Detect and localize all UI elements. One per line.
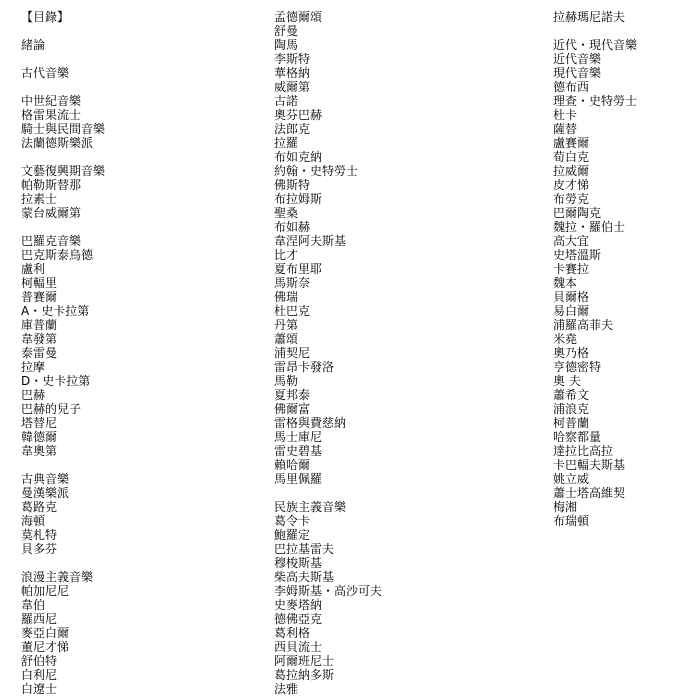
toc-entry: 雷昂卡發洛 (274, 360, 335, 374)
toc-spacer (21, 24, 251, 38)
toc-entry: 蕭士塔高維契 (553, 486, 626, 500)
toc-entry: 貝多芬 (21, 542, 58, 556)
toc-entry: 現代音樂 (553, 66, 602, 80)
toc-entry: 魏本 (553, 276, 578, 290)
toc-entry: 柯輻里 (21, 276, 58, 290)
toc-entry: 近代・現代音樂 (553, 38, 638, 52)
toc-entry: 李斯特 (274, 52, 311, 66)
toc-entry: A・史卡拉第 (21, 304, 90, 318)
toc-entry: 理查・史特勞士 (553, 94, 638, 108)
toc-entry: 葛利格 (274, 626, 311, 640)
toc-entry: 騎士與民間音樂 (21, 122, 106, 136)
toc-entry: 曼漢樂派 (21, 486, 70, 500)
toc-entry: 盧利 (21, 262, 46, 276)
toc-entry: 盧賽爾 (553, 136, 590, 150)
toc-entry: 緒論 (21, 38, 46, 52)
toc-entry: 馬勒 (274, 374, 299, 388)
toc-entry: 德佛亞克 (274, 612, 323, 626)
toc-entry: 巴羅克音樂 (21, 234, 82, 248)
toc-entry: 易白爾 (553, 304, 590, 318)
toc-entry: 普賽爾 (21, 290, 58, 304)
toc-entry: 法郎克 (274, 122, 311, 136)
toc-entry: 姚立威 (553, 472, 590, 486)
toc-entry: 雷史碧基 (274, 444, 323, 458)
toc-entry: 佛斯特 (274, 178, 311, 192)
toc-entry: 葛令卡 (274, 514, 311, 528)
toc-entry: 陶馬 (274, 38, 299, 52)
toc-spacer (21, 556, 251, 570)
toc-entry: 文藝復興期音樂 (21, 164, 106, 178)
toc-entry: 浦浪克 (553, 402, 590, 416)
toc-entry: 皮才悌 (553, 178, 590, 192)
toc-entry: 奧 夫 (553, 374, 581, 388)
toc-entry: 布如赫 (274, 220, 311, 234)
toc-entry: 李姆斯基・高沙可夫 (274, 584, 383, 598)
toc-entry: 杜卡 (553, 108, 578, 122)
toc-entry: 蕭希文 (553, 388, 590, 402)
toc-entry: 拉赫瑪尼諾夫 (553, 10, 626, 24)
toc-entry: 韋奧第 (21, 444, 58, 458)
toc-entry: 西貝流士 (274, 640, 323, 654)
toc-entry: 馬士庫尼 (274, 430, 323, 444)
toc-entry: 拉素士 (21, 192, 58, 206)
toc-entry: 奧乃格 (553, 346, 590, 360)
toc-entry: 拉羅 (274, 136, 299, 150)
toc-entry: 舒伯特 (21, 654, 58, 668)
toc-spacer (21, 150, 251, 164)
toc-entry: 海頓 (21, 514, 46, 528)
toc-entry: 達拉比高拉 (553, 444, 614, 458)
toc-entry: 巴赫的兒子 (21, 402, 82, 416)
toc-spacer (274, 486, 534, 500)
toc-entry: 浦羅高菲夫 (553, 318, 614, 332)
toc-entry: 巴赫 (21, 388, 46, 402)
toc-entry: 民族主義音樂 (274, 500, 347, 514)
toc-entry: 白遼士 (21, 682, 58, 696)
toc-entry: 穆梭斯基 (274, 556, 323, 570)
toc-entry: 阿爾班尼士 (274, 654, 335, 668)
toc-entry: 中世紀音樂 (21, 94, 82, 108)
toc-entry: 聖桑 (274, 206, 299, 220)
toc-entry: 約翰・史特勞士 (274, 164, 359, 178)
toc-column-1 (21, 10, 251, 696)
toc-entry: 蕭頌 (274, 332, 299, 346)
toc-entry: 古典音樂 (21, 472, 70, 486)
toc-entry: 【目錄】 (21, 10, 70, 24)
toc-entry: 布如克納 (274, 150, 323, 164)
toc-entry: 巴爾陶克 (553, 206, 602, 220)
toc-entry: 米堯 (553, 332, 578, 346)
toc-entry: 佛爾富 (274, 402, 311, 416)
toc-entry: 比才 (274, 248, 299, 262)
toc-entry: 古代音樂 (21, 66, 70, 80)
toc-entry: 葛路克 (21, 500, 58, 514)
toc-entry: 德布西 (553, 80, 590, 94)
toc-entry: 塔替尼 (21, 416, 58, 430)
toc-entry: 夏布里耶 (274, 262, 323, 276)
toc-entry: 法雅 (274, 682, 299, 696)
toc-entry: 巴拉基雷夫 (274, 542, 335, 556)
toc-entry: 帕勒斯替那 (21, 178, 82, 192)
toc-column-2 (274, 10, 534, 696)
toc-entry: 麥亞白爾 (21, 626, 70, 640)
toc-entry: 卡巴輻夫斯基 (553, 458, 626, 472)
toc-entry: 柯普蘭 (553, 416, 590, 430)
toc-entry: 華格納 (274, 66, 311, 80)
toc-entry: 蒙台威爾第 (21, 206, 82, 220)
toc-entry: D・史卡拉第 (21, 374, 91, 388)
toc-entry: 布拉姆斯 (274, 192, 323, 206)
toc-spacer (553, 24, 693, 38)
toc-entry: 格雷果流士 (21, 108, 82, 122)
toc-entry: 威爾第 (274, 80, 311, 94)
toc-entry: 舒曼 (274, 24, 299, 38)
toc-entry: 巴克斯泰烏德 (21, 248, 94, 262)
toc-spacer (21, 80, 251, 94)
toc-entry: 浪漫主義音樂 (21, 570, 94, 584)
toc-entry: 葛拉納多斯 (274, 668, 335, 682)
toc-entry: 貝爾格 (553, 290, 590, 304)
toc-entry: 賴哈爾 (274, 458, 311, 472)
toc-entry: 韋伯 (21, 598, 46, 612)
toc-entry: 杜巴克 (274, 304, 311, 318)
toc-entry: 佛瑞 (274, 290, 299, 304)
toc-entry: 梅湘 (553, 500, 578, 514)
toc-entry: 孟德爾頌 (274, 10, 323, 24)
toc-entry: 庫普蘭 (21, 318, 58, 332)
toc-column-3 (553, 10, 693, 528)
toc-entry: 拉摩 (21, 360, 46, 374)
toc-entry: 鮑羅定 (274, 528, 311, 542)
toc-entry: 古諾 (274, 94, 299, 108)
toc-entry: 馬斯奈 (274, 276, 311, 290)
toc-entry: 布勞克 (553, 192, 590, 206)
toc-entry: 浦契尼 (274, 346, 311, 360)
toc-entry: 韓德爾 (21, 430, 58, 444)
toc-entry: 雷格與費慈納 (274, 416, 347, 430)
toc-entry: 馬里佩羅 (274, 472, 323, 486)
toc-entry: 史塔溫斯 (553, 248, 602, 262)
toc-entry: 拉威爾 (553, 164, 590, 178)
toc-entry: 莫札特 (21, 528, 58, 542)
toc-entry: 帕加尼尼 (21, 584, 70, 598)
toc-entry: 亨德密特 (553, 360, 602, 374)
toc-entry: 柴高夫斯基 (274, 570, 335, 584)
toc-entry: 法蘭德斯樂派 (21, 136, 94, 150)
toc-entry: 夏邦泰 (274, 388, 311, 402)
toc-entry: 高大宜 (553, 234, 590, 248)
toc-entry: 魏拉・羅伯士 (553, 220, 626, 234)
toc-entry: 荀白克 (553, 150, 590, 164)
toc-entry: 近代音樂 (553, 52, 602, 66)
toc-entry: 韋發第 (21, 332, 58, 346)
toc-entry: 丹第 (274, 318, 299, 332)
toc-entry: 韋涅阿夫斯基 (274, 234, 347, 248)
toc-spacer (21, 458, 251, 472)
toc-entry: 董尼才悌 (21, 640, 70, 654)
toc-entry: 泰雷曼 (21, 346, 58, 360)
toc-entry: 薩替 (553, 122, 578, 136)
toc-entry: 史麥塔納 (274, 598, 323, 612)
toc-entry: 白利尼 (21, 668, 58, 682)
toc-entry: 哈察都量 (553, 430, 602, 444)
toc-entry: 奧芬巴赫 (274, 108, 323, 122)
toc-spacer (21, 52, 251, 66)
toc-entry: 布瑞頓 (553, 514, 590, 528)
toc-entry: 卡賽拉 (553, 262, 590, 276)
toc-entry: 羅西尼 (21, 612, 58, 626)
toc-spacer (21, 220, 251, 234)
